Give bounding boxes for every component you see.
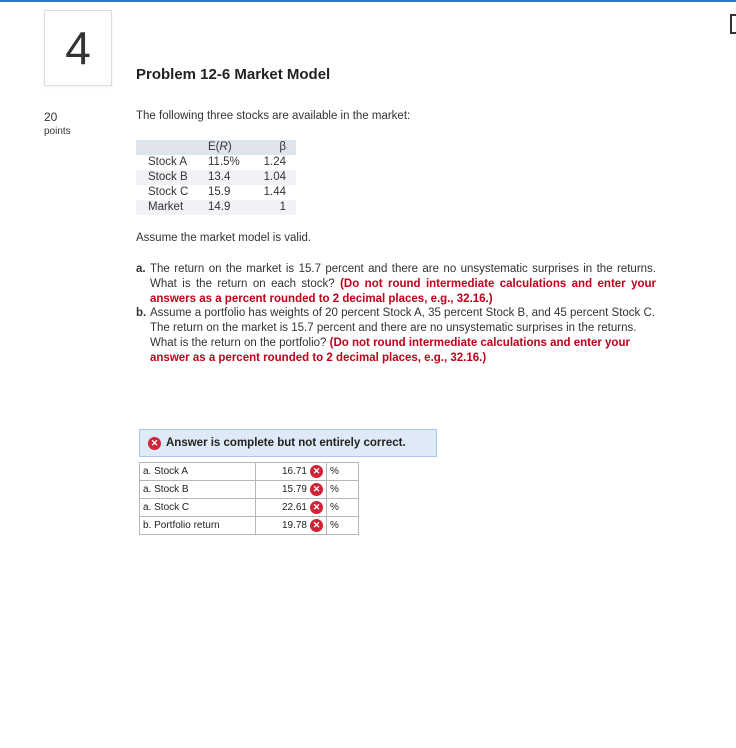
x-circle-icon: ✕ [310, 501, 323, 514]
answer-value: 15.79 [281, 484, 307, 495]
corner-bookmark-icon[interactable] [730, 14, 736, 34]
table-row [140, 463, 359, 481]
problem-title: Problem 12-6 Market Model [136, 66, 331, 83]
part-question: Assume a portfolio has weights of 20 percent Stock A, 35 percent Stock B, and 45 percent Stock C. The return on the market is 15.7 percent and there are no unsystematic surprises in the returns. What is the return on the portfolio? [150, 307, 656, 349]
header-beta: β [252, 140, 296, 155]
stock-beta: 1.04 [252, 170, 296, 185]
question-number-badge[interactable] [44, 10, 112, 86]
answer-input[interactable] [256, 481, 327, 499]
stocks-table [136, 140, 296, 215]
stock-beta: 1.44 [252, 185, 296, 200]
table-row [140, 481, 359, 499]
header-expected-return: E(R) [208, 140, 252, 155]
part-label: b. [136, 307, 147, 320]
x-circle-icon: ✕ [310, 519, 323, 532]
part-b [136, 306, 656, 365]
part-a [136, 262, 656, 306]
answer-value: 16.71 [281, 466, 307, 477]
stocks-table-header [136, 140, 296, 155]
top-accent-line [0, 0, 736, 2]
stock-expected-return: 14.9 [208, 200, 252, 215]
answer-unit: % [327, 499, 359, 517]
x-circle-icon: ✕ [148, 437, 161, 450]
assumption-text: Assume the market model is valid. [136, 232, 312, 244]
table-row [140, 517, 359, 535]
stock-expected-return: 13.4 [208, 170, 252, 185]
stock-name: Market [136, 200, 208, 215]
question-parts [136, 262, 656, 366]
stock-expected-return: 15.9 [208, 185, 252, 200]
part-question: The return on the market is 15.7 percent and there are no unsystematic surprises in the returns. What is the return on each stock? [150, 263, 656, 290]
feedback-text: Answer is complete but not entirely correct. [166, 437, 406, 449]
stock-expected-return: 11.5% [208, 155, 252, 170]
answer-input[interactable] [256, 499, 327, 517]
header-name [136, 140, 208, 155]
table-row [136, 200, 296, 215]
part-instruction: (Do not round intermediate calculations and enter your answer as a percent rounded to 2 decimal places, e.g., 32.16.) [150, 336, 630, 364]
answers-table [139, 462, 359, 535]
part-text [150, 306, 656, 365]
answer-unit: % [327, 517, 359, 535]
table-row [136, 155, 296, 170]
answer-label: a. Stock A [140, 463, 256, 481]
answer-label: b. Portfolio return [140, 517, 256, 535]
stock-name: Stock B [136, 170, 208, 185]
part-instruction: (Do not round intermediate calculations and enter your answers as a percent rounded to 2 decimal places, e.g., 32.16.) [150, 277, 656, 305]
answer-input[interactable] [256, 463, 327, 481]
points-value: 20 [44, 110, 58, 124]
table-row [136, 185, 296, 200]
table-row [136, 170, 296, 185]
answer-unit: % [327, 463, 359, 481]
answer-label: a. Stock B [140, 481, 256, 499]
answer-value: 22.61 [281, 502, 307, 513]
answer-unit: % [327, 481, 359, 499]
answer-value: 19.78 [281, 520, 307, 531]
table-row [140, 499, 359, 517]
x-circle-icon: ✕ [310, 465, 323, 478]
stock-name: Stock C [136, 185, 208, 200]
feedback-banner [139, 429, 437, 457]
stock-beta: 1.24 [252, 155, 296, 170]
answer-label: a. Stock C [140, 499, 256, 517]
question-number: 4 [65, 22, 91, 74]
problem-intro: The following three stocks are available in the market: [136, 110, 411, 122]
part-label: a. [136, 263, 146, 275]
part-text [150, 262, 656, 306]
stock-name: Stock A [136, 155, 208, 170]
x-circle-icon: ✕ [310, 483, 323, 496]
answer-input[interactable] [256, 517, 327, 535]
points-label: points [44, 126, 71, 137]
stock-beta: 1 [252, 200, 296, 215]
